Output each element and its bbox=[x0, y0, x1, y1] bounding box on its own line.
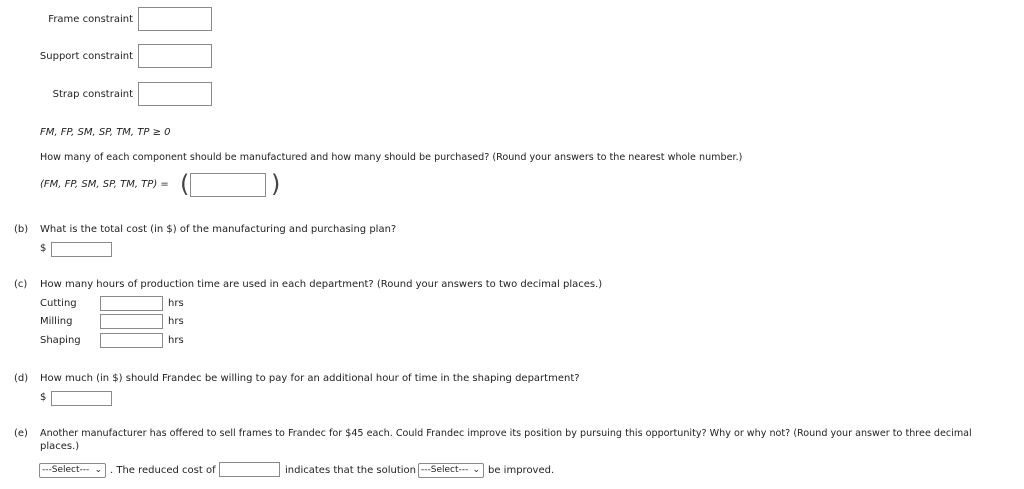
milling-hours-input[interactable] bbox=[100, 314, 163, 329]
part-b-letter: (b) bbox=[14, 224, 29, 235]
strap-constraint-label: Strap constraint bbox=[52, 89, 133, 100]
solution-select-value: ---Select--- bbox=[421, 465, 469, 475]
part-e-question-line1: Another manufacturer has offered to sell frames to Frandec for $45 each. Could Frandec improve its position by pursuing this opportunity? Why or why not? (Round your answer to three decimal bbox=[40, 428, 972, 439]
support-constraint-label: Support constraint bbox=[39, 51, 133, 62]
frame-constraint-input[interactable] bbox=[138, 7, 212, 31]
chevron-down-icon: ⌄ bbox=[94, 465, 102, 475]
right-paren: ) bbox=[271, 170, 281, 198]
part-c-question: How many hours of production time are used in each department? (Round your answers to two decimal places.) bbox=[40, 279, 603, 290]
part-d-question: How much (in $) should Frandec be willing to pay for an additional hour of time in the shaping department? bbox=[40, 373, 580, 384]
strap-constraint-input[interactable] bbox=[138, 82, 212, 106]
part-c-letter: (c) bbox=[14, 279, 28, 290]
shaping-hour-value-input[interactable] bbox=[51, 391, 112, 406]
milling-label: Milling bbox=[40, 316, 73, 327]
shaping-unit: hrs bbox=[168, 335, 184, 346]
part-e-question-line2: places.) bbox=[40, 441, 80, 452]
shaping-label: Shaping bbox=[40, 335, 81, 346]
cutting-label: Cutting bbox=[40, 298, 77, 309]
frame-constraint-label: Frame constraint bbox=[48, 14, 133, 25]
support-constraint-input[interactable] bbox=[138, 44, 212, 68]
dollar-sign-d: $ bbox=[40, 392, 47, 403]
tuple-input[interactable] bbox=[190, 173, 266, 197]
improve-select[interactable] bbox=[39, 463, 106, 478]
reduced-cost-text: . The reduced cost of bbox=[110, 465, 216, 476]
improve-select-value: ---Select--- bbox=[42, 465, 90, 475]
question-a-text: How many of each component should be manufactured and how many should be purchased? (Round your answers to the nearest whole number.) bbox=[40, 152, 743, 163]
part-d-letter: (d) bbox=[14, 373, 29, 384]
solution-select[interactable] bbox=[418, 463, 484, 478]
part-e-letter: (e) bbox=[14, 428, 28, 439]
tuple-label: (FM, FP, SM, SP, TM, TP) = bbox=[40, 179, 169, 190]
left-paren: ( bbox=[180, 170, 190, 198]
chevron-down-icon: ⌄ bbox=[472, 465, 480, 475]
shaping-hours-input[interactable] bbox=[100, 333, 163, 348]
nonnegativity-constraint: FM, FP, SM, SP, TM, TP ≥ 0 bbox=[40, 127, 171, 138]
cutting-hours-input[interactable] bbox=[100, 296, 163, 311]
total-cost-input[interactable] bbox=[51, 242, 112, 257]
dollar-sign-b: $ bbox=[40, 243, 47, 254]
reduced-cost-input[interactable] bbox=[219, 462, 280, 477]
solution-text: indicates that the solution bbox=[285, 465, 417, 476]
milling-unit: hrs bbox=[168, 316, 184, 327]
be-improved-text: be improved. bbox=[488, 465, 555, 476]
cutting-unit: hrs bbox=[168, 298, 184, 309]
part-b-question: What is the total cost (in $) of the manufacturing and purchasing plan? bbox=[40, 224, 397, 235]
